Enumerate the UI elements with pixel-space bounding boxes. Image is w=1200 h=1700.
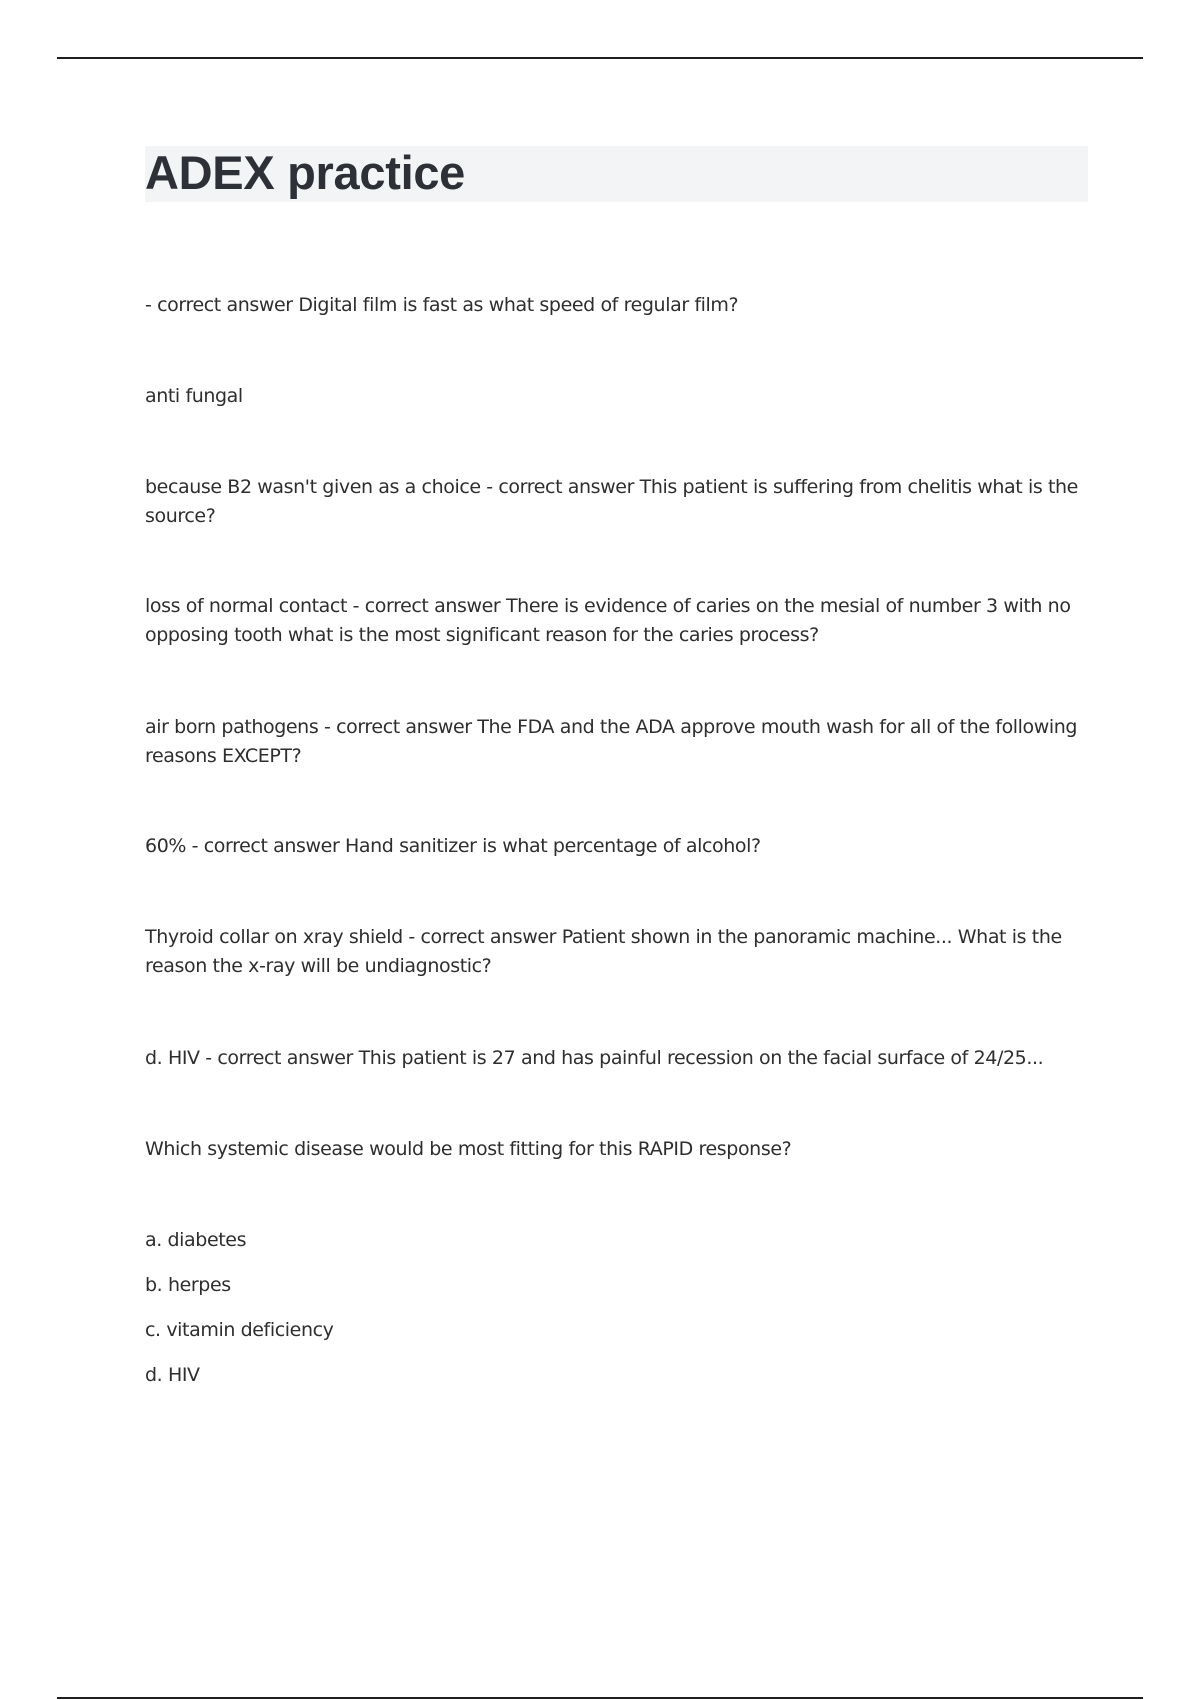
top-divider [57,57,1143,59]
qa-paragraph: d. HIV - correct answer This patient is 27 and has painful recession on the facial surface of 24/25... [145,1047,1044,1069]
answer-option: a. diabetes [145,1229,247,1251]
qa-paragraph: Thyroid collar on xray shield - correct answer Patient shown in the panoramic machine... What is the reason the x-ray will be undiagnostic? [145,926,1062,977]
answer-option: b. herpes [145,1274,231,1296]
qa-paragraph: - correct answer Digital film is fast as what speed of regular film? [145,294,739,316]
qa-paragraph: 60% - correct answer Hand sanitizer is what percentage of alcohol? [145,835,761,857]
qa-paragraph: loss of normal contact - correct answer There is evidence of caries on the mesial of number 3 with no opposing tooth what is the most significant reason for the caries process? [145,595,1071,646]
qa-paragraph: because B2 wasn't given as a choice - correct answer This patient is suffering from chelitis what is the source? [145,476,1078,527]
answer-option: c. vitamin deficiency [145,1319,334,1341]
answer-option: d. HIV [145,1364,200,1386]
bottom-divider [57,1697,1143,1699]
qa-paragraph: air born pathogens - correct answer The FDA and the ADA approve mouth wash for all of the following reasons EXCEPT? [145,716,1078,767]
qa-paragraph: Which systemic disease would be most fitting for this RAPID response? [145,1138,792,1160]
document-title: ADEX practice [145,146,466,199]
qa-paragraph: anti fungal [145,385,243,407]
